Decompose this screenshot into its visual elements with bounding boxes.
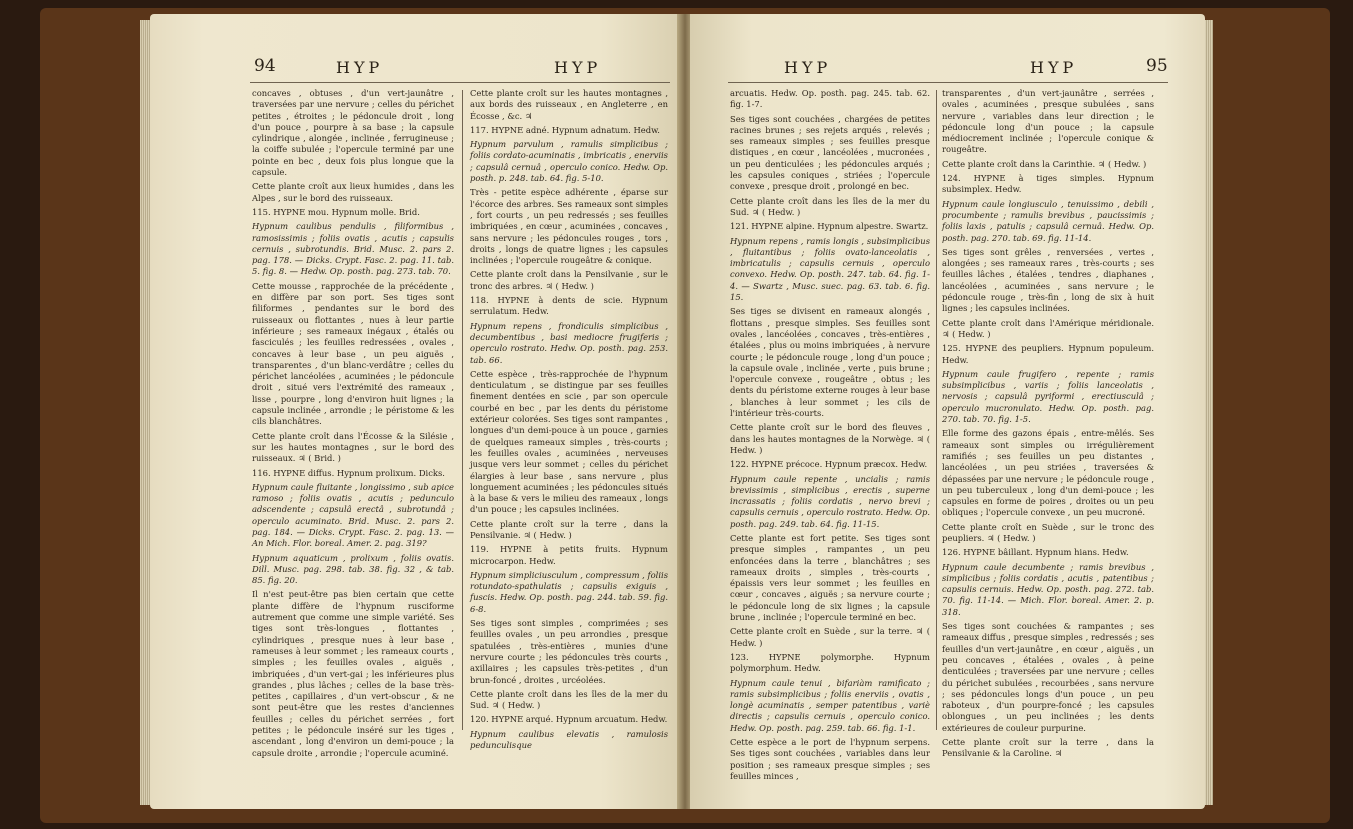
right-column-2 [942,88,1154,763]
left-header-rule [250,82,670,83]
paragraph: Ses tiges se divisent en rameaux alongés , flottans , presque simples. Ses feuilles sont ovales , lancéolées , concaves , très-entières , étalées , plus ou moins imbriquées , à nervure courte ; le pédoncule rouge , long d'un pouce ; la capsule ovale , inclinée , verte , puis brune ; l'opercule convexe , rougeâtre , obtus ; les dents du péristome externe rouges à leur base , blanches à leur sommet ; les cils de l'intérieur très-courts. [730,306,930,419]
paragraph: Hypnum parvulum , ramulis simplicibus ; foliis cordato-acuminatis , imbricatis , enerviis ; capsulâ cernuâ , operculo conico. Hedw. Op. posth. p. 248. tab. 64. fig. 5-10. [470,139,668,184]
paragraph: Ses tiges sont simples , comprimées ; ses feuilles ovales , un peu arrondies , presque spatulées , très-entières , munies d'une nervure courte ; les pédoncules très courts , axillaires ; les capsules très-petites , d'un brun-foncé , droites , urcéolées. [470,618,668,685]
left-column-2 [470,88,668,754]
paragraph: Cette plante croît dans la Pensilvanie , sur le tronc des arbres. ♃ ( Hedw. ) [470,269,668,291]
left-page-header-right: HYP [554,58,602,77]
paragraph: Cette plante croît dans la Carinthie. ♃ ( Hedw. ) [942,158,1147,169]
paragraph: Cette plante croît dans l'Amérique méridionale. ♃ ( Hedw. ) [942,317,1154,339]
paragraph: 126. HYPNE bâillant. Hypnum hians. Hedw. [942,547,1129,558]
paragraph: 116. HYPNE diffus. Hypnum prolixum. Dicks. [252,467,445,478]
paragraph: Cette mousse , rapprochée de la précédente , en diffère par son port. Ses tiges sont filiformes , pendantes sur le bord des ruisseaux ou flottantes , nues à leur partie inférieure ; ses rameaux inégaux , étalés ou fasciculés ; les feuilles redressées , ovales , concaves à leur base , un peu aiguës , transparentes , d'un blanc-verdâtre ; celles du périchet lancéolées , acuminées ; le pédoncule droit , situé vers l'extrémité des rameaux , lisse , pourpre , long d'environ huit lignes ; la capsule inclinée , arrondie ; le péristome & les cils blanchâtres. [252,280,454,427]
paragraph: 117. HYPNE adné. Hypnum adnatum. Hedw. [470,124,660,135]
paragraph: Hypnum repens , ramis longis , subsimplicibus , fluitantibus ; foliis ovato-lanceolatis , imbricatulis ; capsulis cernuis , operculo convexo. Hedw. Op. posth. 247. tab. 64. fig. 1-4. — Swartz , Musc. suec. pag. 63. tab. 6. fig. 15. [730,235,930,303]
right-column-1 [730,88,930,785]
paragraph: Cette plante croît dans les îles de la mer du Sud. ♃ ( Hedw. ) [730,195,930,217]
paragraph: Hypnum caule tenui , bifariàm ramificato ; ramis subsimplicibus ; foliis enerviis , ovatis , longè acuminatis , semper patentibus , variè directis ; capsulis cernuis , operculo conico. Hedw. Op. posth. pag. 259. tab. 66. fig. 1-1. [730,677,930,733]
paragraph: Cette plante croît aux lieux humides , dans les Alpes , sur le bord des ruisseaux. [252,181,454,203]
paragraph: 125. HYPNE des peupliers. Hypnum populeum. Hedw. [942,343,1154,365]
paragraph: Ses tiges sont grêles , renversées , vertes , alongées ; ses rameaux rares , très-courts ; ses feuilles lâches , étalées , tendres , diaphanes , lancéolées , acuminées , sans nervure ; le pédoncule rouge , très-fin , long de six à huit lignes ; les capsules inclinées. [942,246,1154,314]
paragraph: Cette espèce , très-rapprochée de l'hypnum denticulatum , se distingue par ses feuilles finement dentées en scie , par son opercule courbé en bec , par les dents du péristome extérieur colorées. Ses tiges sont rampantes , longues d'un demi-pouce à un pouce , garnies de quelques rameaux simples , très-courts ; les feuilles ovales , acuminées , nerveuses jusque vers leur sommet ; celles du périchet élargies à leur base , sans nervure , plus longuement acuminées ; les pédoncules situés à la base & vers le milieu des rameaux , longs d'un pouce ; les capsules inclinées. [470,368,668,515]
paragraph: Ses tiges sont couchées , chargées de petites racines brunes ; ses rejets arqués , relevés ; ses rameaux simples ; ses feuilles presque distiques , en cœur , lancéolées , mucronées , un peu denticulées ; les pédoncules arqués ; les capsules coniques , striées ; l'opercule convexe , presque droit , prolongé en bec. [730,113,930,192]
left-page [150,14,680,809]
paragraph: Hypnum caulibus pendulis , filiformibus , ramosissimis ; foliis ovatis , acutis ; capsulis cernuis , subrotundis. Brid. Musc. 2. pars 2. pag. 178. — Dicks. Crypt. Fasc. 2. pag. 11. tab. 5. fig. 8. — Hedw. Op. posth. pag. 273. tab. 70. [252,221,454,277]
left-page-number: 94 [254,56,276,76]
left-page-edge [140,20,150,805]
left-page-header: HYP [336,58,384,77]
paragraph: Cette plante croît en Suède , sur le tronc des peupliers. ♃ ( Hedw. ) [942,521,1154,543]
right-page-header: HYP [784,58,832,77]
paragraph: Ses tiges sont couchées & rampantes ; ses rameaux diffus , presque simples , redressés ; ses feuilles d'un vert-jaunâtre , en cœur , aiguës , un peu concaves , étalées , ovales , à peine denticulées ; traversées par une nervure ; celles du périchet subulées , recourbées , sans nervure ; ses pédoncules longs d'un pouce , un peu raboteux , d'un pourpre-foncé ; les capsules oblongues , un peu inclinées ; les dents extérieures de couleur purpurine. [942,621,1154,733]
paragraph: Cette plante croît sur les hautes montagnes , aux bords des ruisseaux , en Angleterre , en Écosse , &c. ♃ [470,88,668,121]
paragraph: Hypnum caule frugifero , repente ; ramis subsimplicibus , variis ; foliis lanceolatis , nervosis ; capsulâ pyriformi , erectiusculâ ; operculo mucronulato. Hedw. Op. posth. pag. 270. tab. 70. fig. 1-5. [942,368,1154,425]
paragraph: concaves , obtuses , d'un vert-jaunâtre , traversées par une nervure ; celles du périchet petites , étroites ; le pédoncule droit , long d'un pouce , pourpre à sa base ; la capsule cylindrique , alongée , inclinée , ferrugineuse ; la coiffe subulée ; l'opercule terminé par une pointe en bec , deux fois plus longue que la capsule. [252,88,454,178]
paragraph: Cette espèce a le port de l'hypnum serpens. Ses tiges sont couchées , variables dans leur position ; ses rameaux presque simples ; ses feuilles minces , [730,737,930,781]
paragraph: Hypnum aquaticum , prolixum , foliis ovatis. Dill. Musc. pag. 298. tab. 38. fig. 32 , & tab. 85. fig. 20. [252,552,454,586]
right-page-header-right: HYP [1030,58,1078,77]
paragraph: 118. HYPNE à dents de scie. Hypnum serrulatum. Hedw. [470,295,668,317]
paragraph: Très - petite espèce adhérente , éparse sur l'écorce des arbres. Ses rameaux sont simples , fort courts , un peu redressés ; ses feuilles imbriquées , en cœur , acuminées , concaves , sans nervure ; les pédoncules rouges , tors , droits , longs de quatre lignes ; les capsules inclinées ; l'opercule rougeâtre & conique. [470,187,668,266]
paragraph: Cette plante croît dans l'Écosse & la Silésie , sur les hautes montagnes , sur le bord des ruisseaux. ♃ ( Brid. ) [252,430,454,464]
paragraph: Cette plante croît dans les îles de la mer du Sud. ♃ ( Hedw. ) [470,688,668,711]
right-page-number: 95 [1146,56,1168,76]
paragraph: 119. HYPNE à petits fruits. Hypnum microcarpon. Hedw. [470,544,668,566]
paragraph: 123. HYPNE polymorphe. Hypnum polymorphum. Hedw. [730,651,930,674]
paragraph: Cette plante est fort petite. Ses tiges sont presque simples , rampantes , un peu enfoncées dans la terre , blanchâtres ; ses rameaux droits , simples , très-courts , épaissis vers leur sommet ; les feuilles en cœur , concaves , aiguës ; sa nervure courte ; le pédoncule long de six lignes ; la capsule brune , inclinée ; l'opercule terminé en bec. [730,532,930,623]
left-column-1 [252,88,454,762]
paragraph: Hypnum caule decumbente ; ramis brevibus , simplicibus ; foliis cordatis , acutis , patentibus ; capsulis cernuis. Hedw. Op. posth. pag. 272. tab. 70. fig. 11-14. — Mich. Flor. boreal. Amer. 2. p. 318. [942,561,1154,617]
paragraph: Hypnum caule longiusculo , tenuissimo , debili , procumbente ; ramulis brevibus , paucissimis ; foliis laxis , patulis ; capsulâ cernuâ. Hedw. Op. posth. pag. 270. tab. 69. fig. 11-14. [942,198,1154,243]
paragraph: Hypnum caule repente , uncialis ; ramis brevissimis , simplicibus , erectis , superne incrassatis ; foliis cordatis , nervo brevi ; capsulis cernuis , operculo rostrato. Hedw. Op. posth. pag. 249. tab. 64. fig. 11-15. [730,473,930,529]
paragraph: Cette plante croît sur le bord des fleuves , dans les hautes montagnes de la Norwège. ♃ ( Hedw. ) [730,422,930,455]
paragraph: Cette plante croît sur la terre , dans la Pensilvanie. ♃ ( Hedw. ) [470,518,668,540]
right-header-rule [728,82,1168,83]
right-page [690,14,1205,809]
paragraph: 121. HYPNE alpine. Hypnum alpestre. Swartz. [730,221,929,232]
paragraph: transparentes , d'un vert-jaunâtre , serrées , ovales , acuminées , presque subulées , sans nervure , variables dans leur direction ; le pédoncule long d'un pouce ; la capsule médiocrement inclinée ; l'opercule conique & rougeâtre. [942,88,1154,155]
paragraph: 115. HYPNE mou. Hypnum molle. Brid. [252,206,420,217]
paragraph: Il n'est peut-être pas bien certain que cette plante diffère de l'hypnum rusciforme autrement que comme une simple variété. Ses tiges sont très-longues , flottantes , cylindriques , presque nues à leur base , rameuses à leur sommet ; les rameaux courts , simples ; les feuilles ovales , aiguës , imbriquées , d'un vert-gai ; les inférieures plus grandes , plus lâches ; celles de la base très-petites , capillaires , d'un vert-obscur , & ne sont peut-être que les restes d'anciennes feuilles ; celles du périchet serrées , fort petites ; le pédoncule inséré sur les tiges , ascendant , long d'environ un demi-pouce ; la capsule droite , arrondie ; l'opercule acuminé. [252,589,454,758]
left-column-divider [462,90,463,730]
paragraph: arcuatis. Hedw. Op. posth. pag. 245. tab. 62. fig. 1-7. [730,88,930,110]
paragraph: 120. HYPNE arqué. Hypnum arcuatum. Hedw. [470,714,668,725]
paragraph: Elle forme des gazons épais , entre-mêlés. Ses rameaux sont simples ou irrégulièrement ramifiés ; ses feuilles un peu distantes , lancéolées , un peu striées , traversées & dépassées par une nervure ; le pédoncule rouge , un peu tuberculeux , long d'un demi-pouce ; les capsules en forme de poires , droites ou un peu obliques ; l'opercule convexe , un peu mucroné. [942,428,1154,518]
paragraph: Cette plante croît en Suède , sur la terre. ♃ ( Hedw. ) [730,626,930,648]
paragraph: Hypnum caulibus elevatis , ramulosis pedunculisque [470,728,668,751]
paragraph: Hypnum caule fluitante , longissimo , sub apice ramoso ; foliis ovatis , acutis ; pedunculo adscendente ; capsulâ erectâ , subrotundâ ; operculo acuminato. Brid. Musc. 2. pars 2. pag. 184. — Dicks. Crypt. Fasc. 2. pag. 13. — An Mich. Flor. boreal. Amer. 2. pag. 319? [252,481,454,549]
paragraph: 124. HYPNE à tiges simples. Hypnum subsimplex. Hedw. [942,173,1154,195]
paragraph: 122. HYPNE précoce. Hypnum præcox. Hedw. [730,459,928,470]
paragraph: Hypnum simpliciusculum , compressum , foliis rotundato-spathulatis ; capsulis exiguis , fuscis. Hedw. Op. posth. pag. 244. tab. 59. fig. 6-8. [470,569,668,614]
paragraph: Cette plante croît sur la terre , dans la Pensilvanie & la Caroline. ♃ [942,737,1154,759]
right-column-divider [936,90,937,730]
paragraph: Hypnum repens , frondiculis simplicibus , decumbentibus , basi mediocre frugiferis ; operculo rostrato. Hedw. Op. posth. pag. 253. tab. 66. [470,320,668,365]
